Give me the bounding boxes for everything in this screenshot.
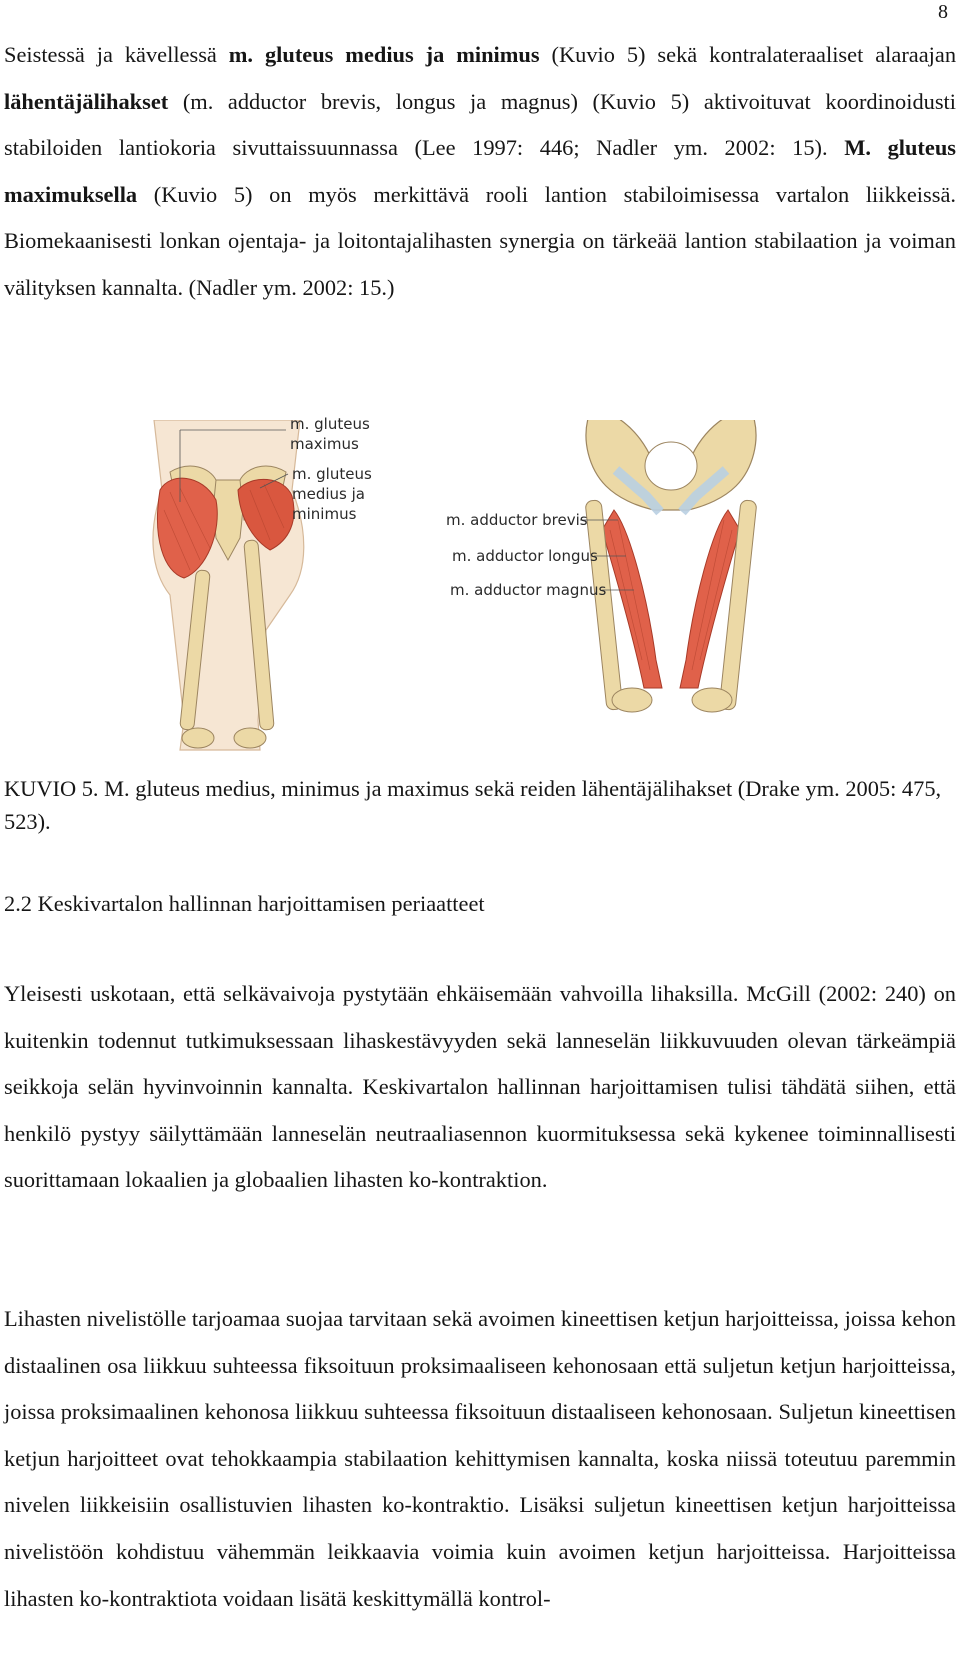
- adductor-muscles-illustration: [580, 420, 757, 712]
- paragraph-core-training-principles: Yleisesti uskotaan, että selkävaivoja pystytään ehkäisemään vahvoilla lihaksilla. McGill (2002: 240) on kuitenkin todennut tutkimuksessaan lihaskestävyyden sekä lanneselän liikkuvuuden olevan tärkeämpiä seikkoja selän hyvinvoinnin kannalta. Keskivartalon hallinnan harjoittamisen tulisi tähdätä siihen, että henkilö pystyy säilyttämään lanneselän neutraaliasennon kuormituksessa sekä kykenee toiminnallisesti suorittamaan lokaalien ja globaalien lihasten ko-kontraktion.: [4, 981, 956, 1193]
- text-run: (m. adductor brevis, longus ja magnus) (Kuvio 5) aktivoituvat koordinoidusti stabiloiden lantiokoria sivuttaissuunnassa (Lee 1997: 446; Nadler ym. 2002: 15).: [4, 88, 956, 161]
- bold-term-gluteus-maximus: M. gluteus maximuksella: [4, 135, 956, 207]
- knee-anterior-right: [692, 688, 732, 712]
- label-gluteus-maximus: m. gluteus maximus: [290, 415, 370, 453]
- text-run: Seistessä ja kävellessä: [4, 42, 229, 67]
- knee-left: [182, 728, 214, 748]
- knee-anterior-left: [612, 688, 652, 712]
- pelvic-inlet: [645, 442, 697, 490]
- bold-term-adductors: lähentäjälihakset: [4, 88, 169, 114]
- label-gluteus-medius-minimus: m. gluteus medius ja minimus: [292, 465, 372, 523]
- label-adductor-brevis: m. adductor brevis: [446, 511, 588, 529]
- bold-term-gluteus-medius-minimus: m. gluteus medius ja minimus: [228, 42, 540, 67]
- label-adductor-magnus: m. adductor magnus: [450, 581, 607, 599]
- page-number: 8: [938, 1, 948, 23]
- text-run: (Kuvio 5) sekä kontralateraaliset alaraajan: [539, 42, 957, 67]
- section-heading: 2.2 Keskivartalon hallinnan harjoittamisen periaatteet: [4, 891, 485, 916]
- gluteal-muscles-illustration: [153, 420, 304, 750]
- knee-right: [234, 728, 266, 748]
- figure-caption: KUVIO 5. M. gluteus medius, minimus ja maximus sekä reiden lähentäjälihakset (Drake ym. 2005: 475, 523).: [4, 776, 942, 834]
- label-adductor-longus: m. adductor longus: [452, 547, 598, 565]
- text-run: (Kuvio 5) on myös merkittävä rooli lantion stabiloimisessa vartalon liikkeissä. Biomekaanisesti lonkan ojentaja- ja loitontajalihasten synergia on tärkeää lantion stabilaation ja voiman välityksen kannalta. (Nadler ym. 2002: 15.): [4, 181, 956, 300]
- paragraph-kinetic-chain: Lihasten nivelistölle tarjoamaa suojaa tarvitaan sekä avoimen kineettisen ketjun harjoitteissa, joissa kehon distaalinen osa liikkuu suhteessa fiksoituun proksimaaliseen kehonosaan että suljetun ketjun harjoitteissa, joissa proksimaalinen kehonosa liikkuu suhteessa fiksoituun distaaliseen kehonosaan. Suljetun kineettisen ketjun harjoitteet ovat tehokkaampia stabilaation kehittymisen kannalta, koska niissä toteutuu paremmin nivelen liikkeisiin osallistuvien lihasten ko-kontraktio. Lisäksi suljetun kineettisen ketjun harjoitteissa nivelistöön kohdistuu vähemmän leikkaavia voimia kuin avoimen ketjun harjoitteissa. Harjoitteissa lihasten ko-kontraktiota voidaan lisätä keskittymällä kontrol-: [4, 1306, 956, 1611]
- anatomy-figure: [140, 415, 960, 755]
- paragraph-pelvic-stabilization: [4, 32, 956, 312]
